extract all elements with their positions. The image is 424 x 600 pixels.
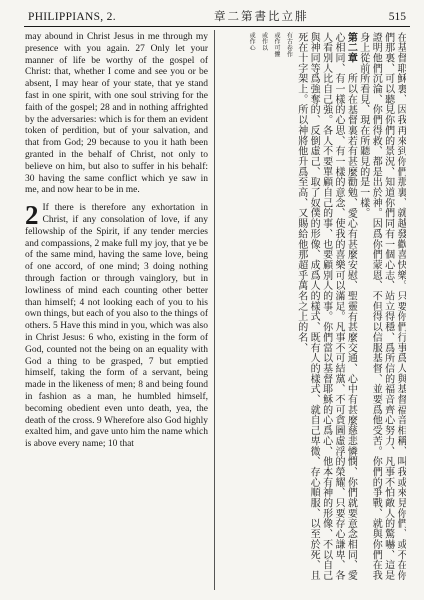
chinese-paragraph-2	[294, 32, 356, 587]
marginal-note-3: 或作以	[260, 32, 268, 52]
chapter-number: 2	[25, 200, 39, 231]
english-paragraph-2	[25, 200, 208, 451]
column-divider	[214, 30, 215, 590]
chinese-column	[220, 32, 406, 587]
running-head-english: PHILIPPIANS, 2.	[28, 11, 116, 23]
running-head-chinese: 章二第書比立腓	[214, 11, 309, 23]
english-column	[25, 32, 208, 587]
english-chapter-text: If there is therefore any exhortation in Christ, if any consolation of love, if any fellowship of the Spirit, if any tender mercies and compassions, 2 make full my joy, that ye be of the same mind, having the same love, being of one accord, of one mind; 3 doing nothing through faction or through vainglory, but in lowliness of mind each counting other better than himself; 4 not looking each of you to his own things, but each of you also to the things of others. 5 Have this mind in you, which was also in Christ Jesus: 6 who, existing in the form of God, counted not the being on an equality with God a thing to be grasped, 7 but emptied himself, taking the form of a servant, being made in the likeness of men; 8 and being found in fashion as a man, he humbled himself, becoming obedient even unto death, yea, the death of the cross. 9 Wherefore also God highly exalted him, and gave unto him the name which is above every name; 10 that	[25, 203, 208, 450]
chinese-paragraph-1: 在基督耶穌裏、因我再來到你們那裏、就越發歡喜快樂。只要你們行事爲人與基督福音相稱、叫我或來見你們、或不在你們那裏、可以聽見你們的景況、知道你們同有一個心志、站立得穩、爲所信的福音齊心努力、凡事不怕敵人的驚嚇、這是證明他們沉淪、你們得救、都是出於神。因爲你們蒙恩、不但得以信服基督、並要爲他受苦。你們的爭戰、就與你們在我身上從前所看見、現在所聽見的是一樣。	[357, 32, 406, 581]
chinese-chapter-text: 所以在基督裏若有甚麼勸勉、愛心有甚麼安慰、聖靈有甚麼交通、心中有甚麼慈悲憐憫、你們就要意念相同、愛心相同、有一樣的心思、有一樣的意念、使我的喜樂可以滿足。凡事不可結黨、不可貪圖虛浮的榮耀、只要存心謙卑、各人看別人比自己強。各人不要單顧自己的事、也要顧別人的事。你們當以基督耶穌的心爲心、他本有神的形像、不以自己與神同等爲強奪的、反倒虛己、取了奴僕的形像、成爲人的樣式、既有人的樣式、就自己卑微、存心順服、以至於死、且死在十字架上。所以神將他升爲至高、又賜給他那超乎萬名之上的名、	[295, 32, 357, 581]
chinese-chapter-heading: 第二章	[345, 32, 357, 64]
english-paragraph-1: may abound in Christ Jesus in me through my presence with you again. 27 Only let your manner of life be worthy of the gospel of Christ: that, whether I come and see you or be absent, I may hear of your state, that ye stand fast in one spirit, with one soul striving for the faith of the gospel; 28 and in nothing affrighted by the adversaries: which is for them an evident token of perdition, but of your salvation, and that from God; 29 because to you it hath been granted in the behalf of Christ, not only to believe on him, but also to suffer in his behalf: 30 having the same conflict which ye saw in me, and now hear to be in me.	[25, 32, 208, 196]
page-number: 515	[388, 11, 406, 23]
header-rule	[24, 26, 410, 27]
marginal-note-4: 或作心	[248, 32, 256, 52]
marginal-note-1: 有古卷作	[285, 32, 293, 58]
marginal-note-2: 或作可懼	[272, 32, 280, 58]
